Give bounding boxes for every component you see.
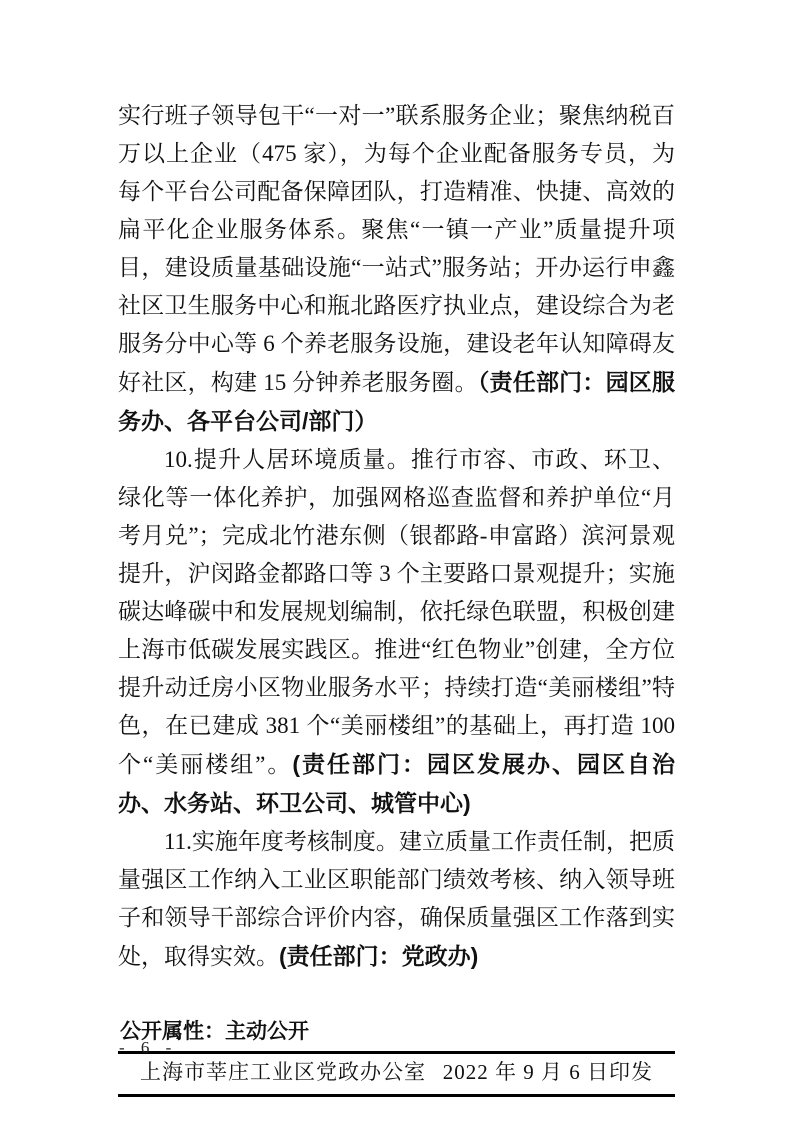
page-number: - 6 - — [119, 1038, 178, 1057]
paragraph-text: 10.提升人居环境质量。推行市容、市政、环卫、绿化等一体化养护，加强网格巡查监督和养护单位“月考月兑”；完成北竹港东侧（银都路-申富路）滨河景观提升，沪闵路金都路口等 3 个主要路口景观提升；实施碳达峰碳中和发展规划编制，依托绿色联盟，积极创建上海市低碳发展实践区。推进“红色物业”创建，全方位提升动迁房小区物业服务水平；持续打造“美丽楼组”特色，在已建成 381 个“美丽楼组”的基础上，再打造 100 个“美丽楼组”。 — [118, 447, 675, 777]
issuer-row — [118, 1054, 675, 1092]
disclosure-attribute-label: 公开属性：主动公开 — [120, 1020, 309, 1043]
responsibility-department-label: (责任部门：党政办) — [279, 943, 479, 969]
document-body — [118, 97, 675, 1097]
responsibility-department-label: （责任部门：园区服务办、各平台公司/部门） — [118, 369, 676, 434]
responsibility-department-label: (责任部门：园区发展办、园区自治办、水务站、环卫公司、城管中心) — [118, 751, 675, 816]
paragraph-item-11 — [118, 823, 675, 976]
document-footer — [118, 1018, 675, 1097]
paragraph-continuation — [118, 97, 675, 441]
footer-rule-bottom — [118, 1094, 675, 1097]
paragraph-text: 11.实施年度考核制度。建立质量工作责任制，把质量强区工作纳入工业区职能部门绩效考核、纳入领导班子和领导干部综合评价内容，确保质量强区工作落到实处，取得实效。 — [118, 829, 675, 969]
paragraph-item-10 — [118, 441, 675, 823]
print-date: 2022 年 9 月 6 日印发 — [442, 1060, 653, 1084]
issuing-office-name: 上海市莘庄工业区党政办公室 — [140, 1060, 426, 1084]
paragraph-text: 实行班子领导包干“一对一”联系服务企业；聚焦纳税百万以上企业（475 家），为每个企业配备服务专员，为每个平台公司配备保障团队，打造精准、快捷、高效的扁平化企业服务体系。聚焦“一镇一产业”质量提升项目，建设质量基础设施“一站式”服务站；开办运行申鑫社区卫生服务中心和瓶北路医疗执业点，建设综合为老服务分中心等 6 个养老服务设施，建设老年认知障碍友好社区，构建 15 分钟养老服务圈。 — [118, 103, 675, 395]
